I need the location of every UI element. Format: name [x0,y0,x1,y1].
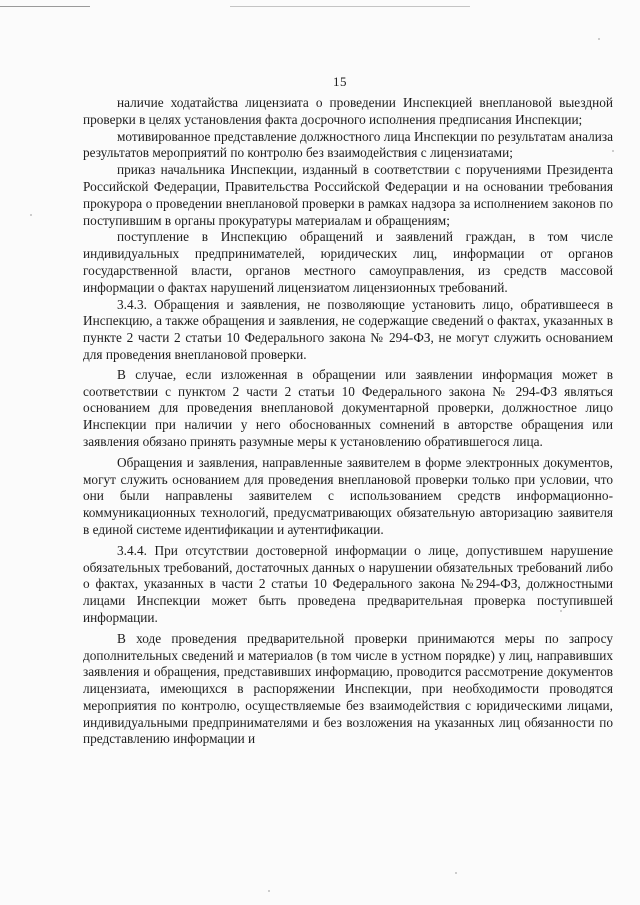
paragraph-3-4-4: 3.4.4. При отсутствии достоверной информации о лице, допустившем нарушение обязательных требований, достаточных данных о нарушении обязательных требований либо о фактах, указанных в части 2 статьи 10 Федерального закона №294-ФЗ, должностными лицами Инспекции может быть проведена предварительная проверка поступившей информации. [83,542,613,625]
scan-speck [598,38,600,40]
paragraph-doubtful-authorship: В случае, если изложенная в обращении или заявлении информация может в соответствии с пунктом 2 части 2 статьи 10 Федерального закона № 294-ФЗ являться основанием для проведения внеплановой документарной проверки, должностное лицо Инспекции при наличии у него обоснованных сомнений в авторстве обращения или заявления обязано принять разумные меры к установлению обратившегося лица. [83,366,613,449]
paragraph-motivated-submission: мотивированное представление должностного лица Инспекции по результатам анализа результатов мероприятий по контролю без взаимодействия с лицензиатами; [83,128,613,161]
scan-speck [455,872,457,874]
scan-speck [268,890,270,892]
scan-speck [560,610,562,612]
paragraph-preliminary-check: В ходе проведения предварительной проверки принимаются меры по запросу дополнительных сведений и материалов (в том числе в устном порядке) у лиц, направивших заявления и обращения, представивших информацию, проводится рассмотрение документов лицензиата, имеющихся в распоряжении Инспекции, при необходимости проводятся мероприятия по контролю, осуществляемые без взаимодействия с юридическими лицами, индивидуальными предпринимателями и без возложения на указанных лиц обязанности по представлению информации и [83,630,613,747]
paragraph-electronic-documents: Обращения и заявления, направленные заявителем в форме электронных документов, могут служить основанием для проведения внеплановой проверки только при условии, что они были направлены заявителем с использованием средств информационно-коммуникационных технологий, предусматривающих обязательную авторизацию заявителя в единой системе идентификации и аутентификации. [83,454,613,537]
paragraph-citizen-appeals: поступление в Инспекцию обращений и заявлений граждан, в том числе индивидуальных предпринимателей, юридических лиц, информации от органов государственной власти, органов местного самоуправления, из средств массовой информации о фактах нарушений лицензиатом лицензионных требований. [83,229,613,295]
paragraph-head-order: приказ начальника Инспекции, изданный в соответствии с поручениями Президента Российской Федерации, Правительства Российской Федерации и на основании требования прокурора о проведении внеплановой проверки в рамках надзора за исполнением законов по поступившим в органы прокуратуры материалам и обращениям; [83,162,613,228]
paragraph-3-4-3: 3.4.3. Обращения и заявления, не позволяющие установить лицо, обратившееся в Инспекцию, а также обращения и заявления, не содержащие сведений о фактах, указанных в пункте 2 части 2 статьи 10 Федерального закона № 294-ФЗ, не могут служить основанием для проведения внеплановой проверки. [83,296,613,362]
paragraph-petition: наличие ходатайства лицензиата о проведении Инспекцией внеплановой выездной проверки в целях установления факта досрочного исполнения предписания Инспекции; [83,95,613,127]
scan-speck [612,150,614,152]
scan-top-edge-line [0,6,90,7]
page-number: 15 [333,74,347,89]
scan-top-edge-line [230,6,470,7]
document-body [83,95,613,748]
scan-speck [30,214,32,216]
